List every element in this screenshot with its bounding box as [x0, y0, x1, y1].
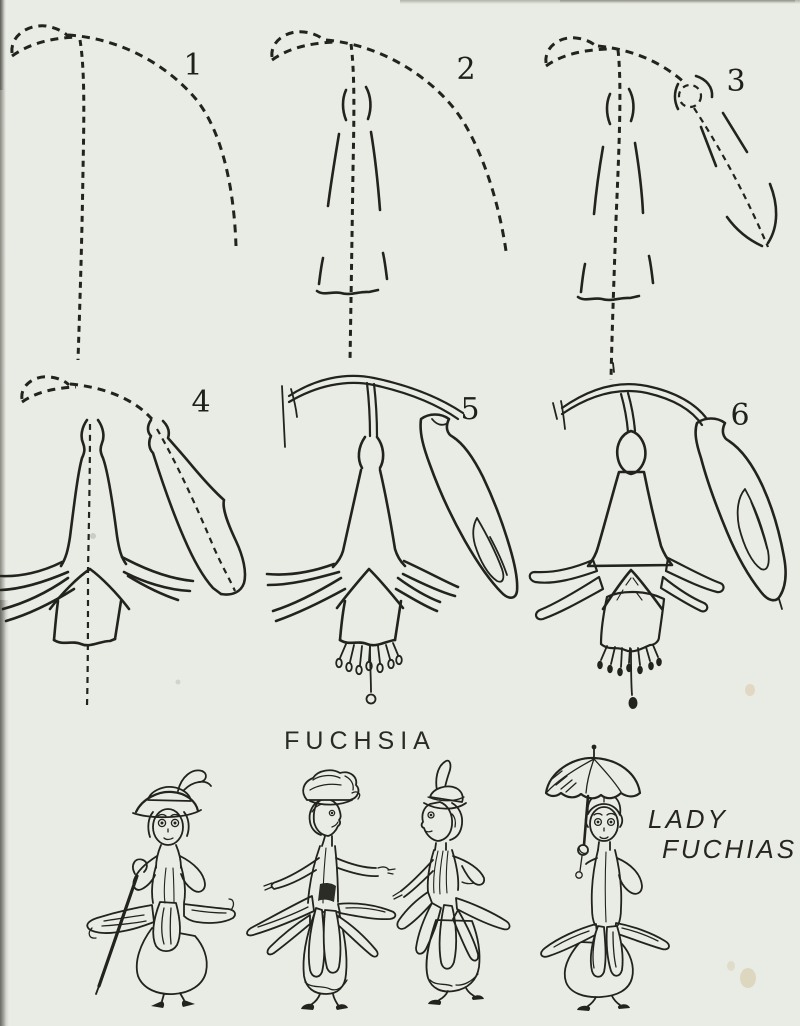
step-3-number: 3: [726, 64, 746, 99]
page-title: FUCHSIA: [284, 727, 436, 755]
caption-line-2: FUCHIAS: [662, 834, 798, 864]
step-2-number: 2: [456, 52, 476, 87]
step-6-number: 6: [730, 398, 750, 433]
caption-line-1: LADY: [648, 804, 728, 834]
step-5-number: 5: [460, 392, 480, 427]
step-4-number: 4: [191, 385, 211, 420]
step-1-number: 1: [183, 48, 203, 83]
